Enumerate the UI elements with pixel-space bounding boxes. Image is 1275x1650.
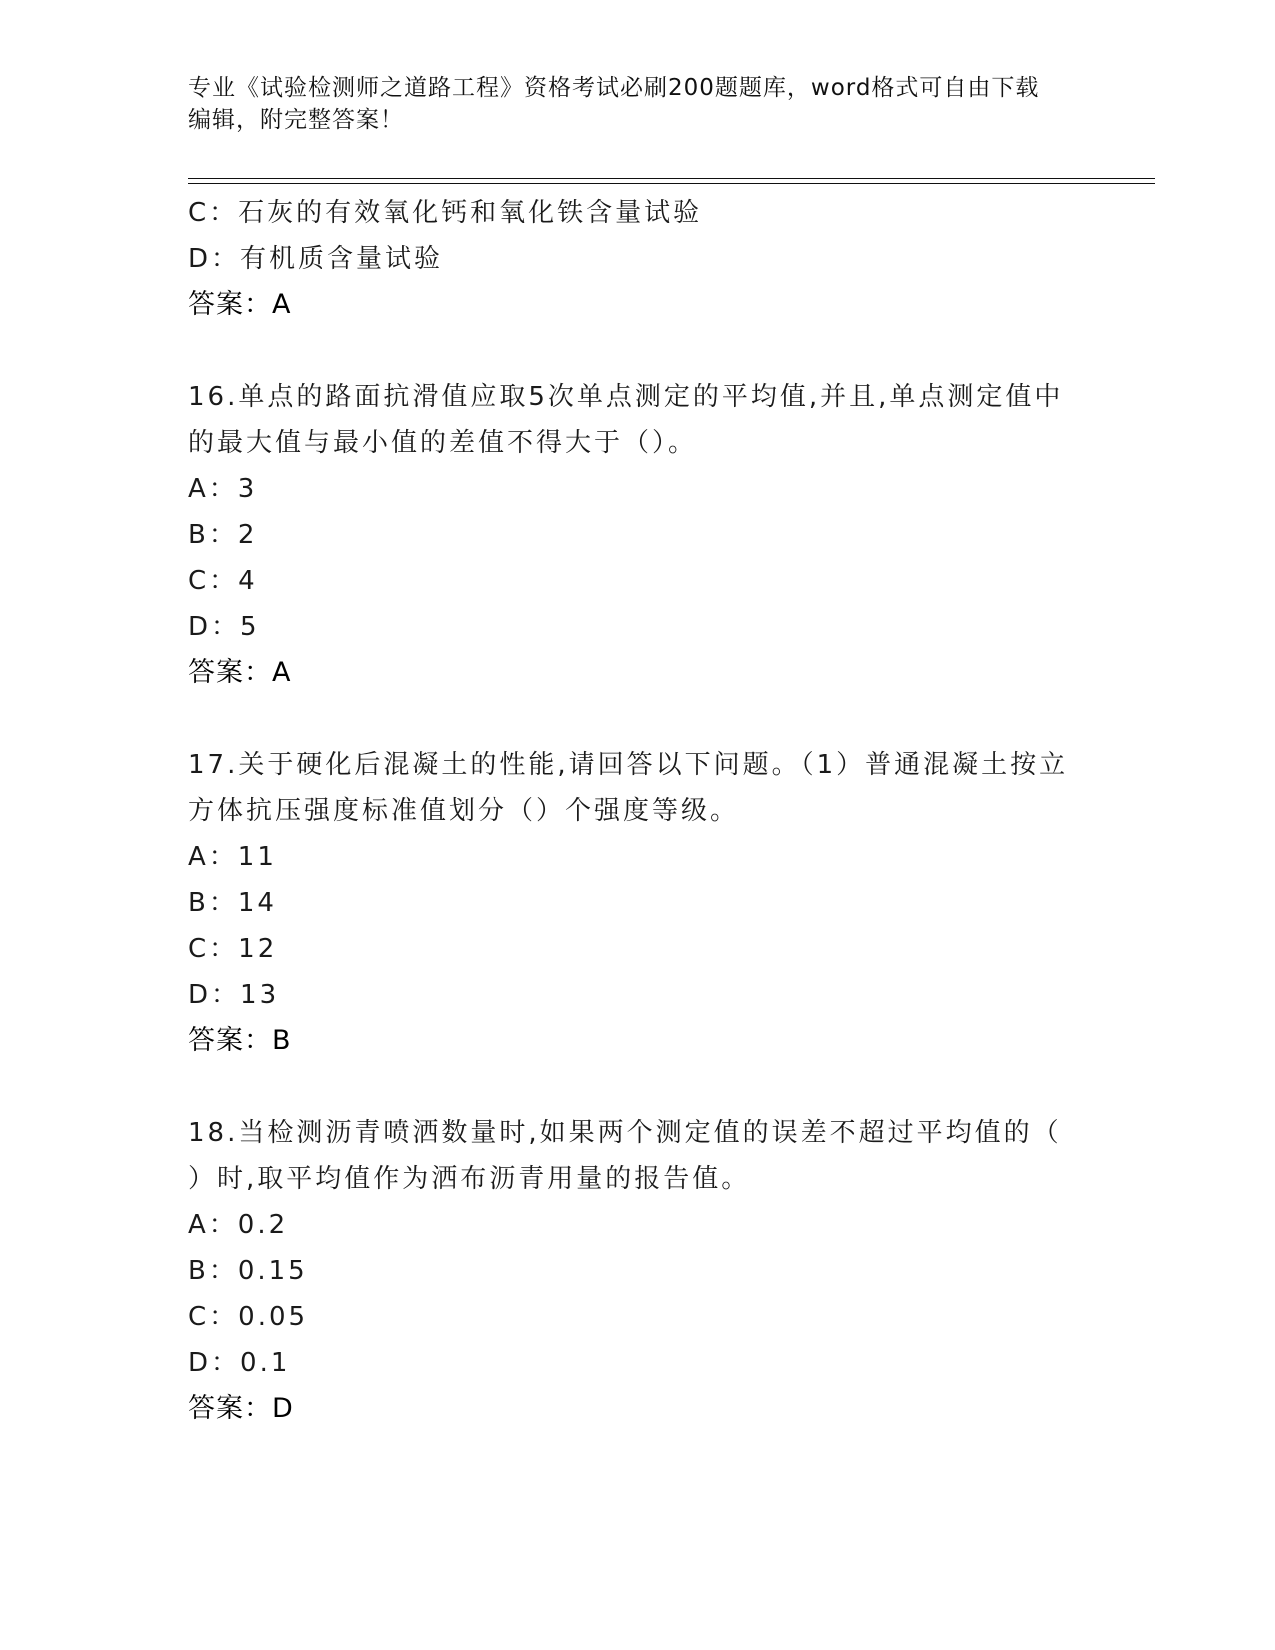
option-d: D：13 (188, 980, 280, 1010)
question-stem-line: 16.单点的路面抗滑值应取5次单点测定的平均值,并且,单点测定值中 (188, 382, 1064, 412)
header-line-1: 专业《试验检测师之道路工程》资格考试必刷200题题库，word格式可自由下载 (188, 75, 1040, 101)
question-stem-line: 方体抗压强度标准值划分（）个强度等级。 (188, 796, 740, 826)
question-stem-line: ）时,取平均值作为洒布沥青用量的报告值。 (188, 1164, 751, 1194)
answer-label: 答案：A (188, 289, 292, 320)
answer-label: 答案：B (188, 1025, 292, 1056)
option-c: C：12 (188, 934, 278, 964)
option-c: C：0.05 (188, 1302, 309, 1332)
option-d: D：5 (188, 612, 260, 642)
question-stem-line: 18.当检测沥青喷洒数量时,如果两个测定值的误差不超过平均值的（ (188, 1118, 1062, 1148)
option-b: B：0.15 (188, 1256, 308, 1286)
option-d: D：有机质含量试验 (188, 244, 444, 274)
option-c: C：石灰的有效氧化钙和氧化铁含量试验 (188, 198, 703, 228)
option-b: B：14 (188, 888, 277, 918)
answer-label: 答案：A (188, 657, 292, 688)
option-a: A：0.2 (188, 1210, 289, 1240)
header-divider-top (188, 178, 1155, 179)
question-16 (188, 374, 1088, 696)
answer-label: 答案：D (188, 1393, 294, 1424)
document-header (188, 72, 1088, 136)
question-17 (188, 742, 1088, 1064)
option-a: A：3 (188, 474, 258, 504)
question-stem-line: 的最大值与最小值的差值不得大于（）。 (188, 428, 698, 458)
header-line-2: 编辑，附完整答案！ (188, 107, 404, 133)
question-18 (188, 1110, 1088, 1432)
question-list (188, 190, 1088, 1432)
header-divider-bottom (188, 183, 1155, 184)
previous-question-tail (188, 190, 1088, 328)
question-stem-line: 17.关于硬化后混凝土的性能,请回答以下问题。（1）普通混凝土按立 (188, 750, 1069, 780)
option-a: A：11 (188, 842, 277, 872)
option-b: B：2 (188, 520, 258, 550)
option-c: C：4 (188, 566, 258, 596)
option-d: D：0.1 (188, 1348, 291, 1378)
